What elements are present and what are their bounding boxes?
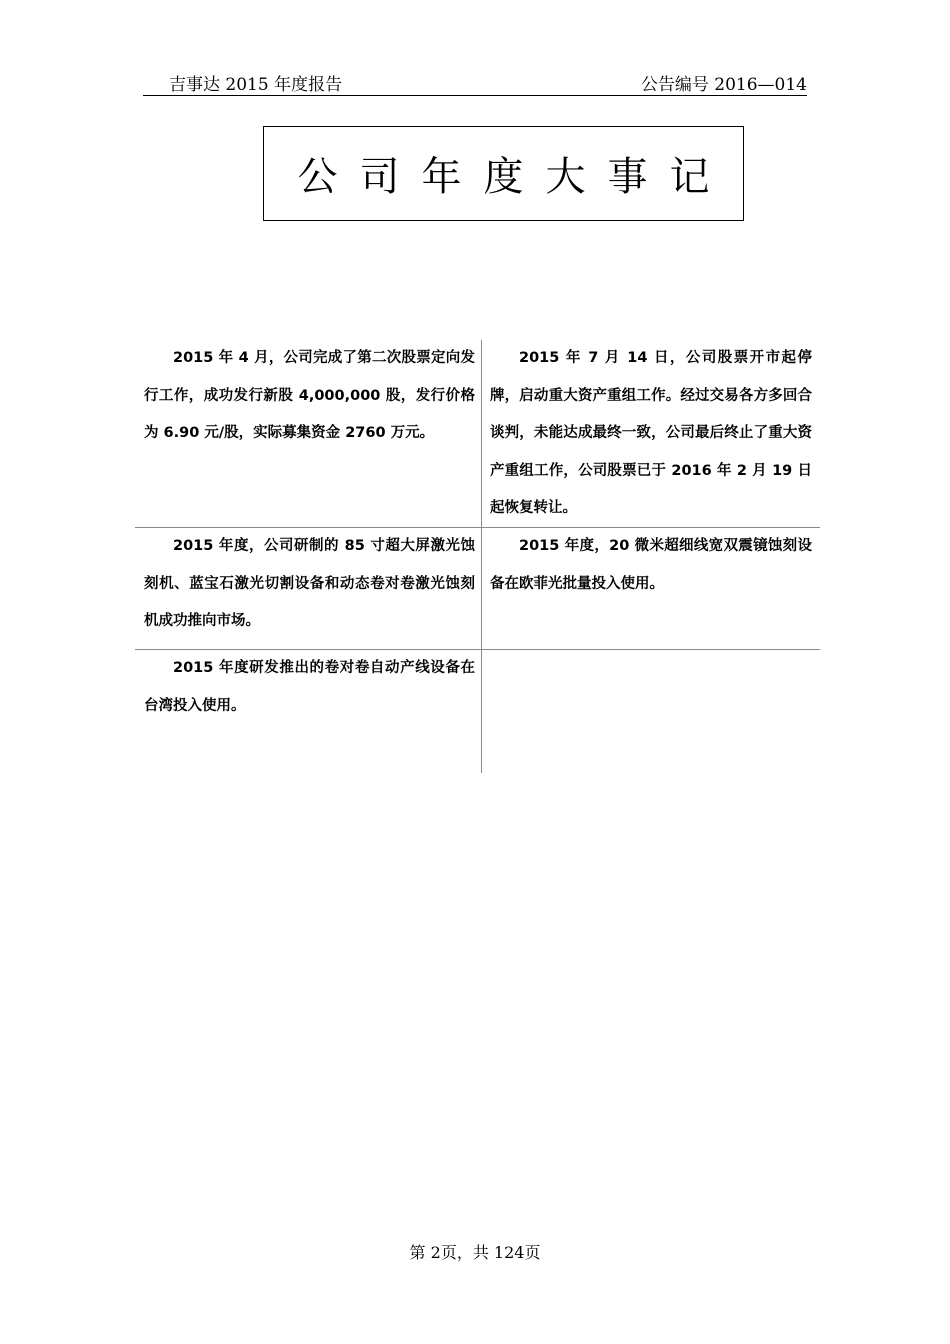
announcement-number: 公告编号 2016—014 (640, 75, 807, 95)
event-cell: 2015 年度，20 微米超细线宽双震镜蚀刻设备在欧菲光批量投入使用。 (490, 538, 812, 592)
column-divider (481, 340, 482, 773)
report-title: 吉事达 2015 年度报告 (169, 75, 343, 95)
event-cell: 2015 年 7 月 14 日，公司股票开市起停牌，启动重大资产重组工作。经过交易各方多回合谈判，未能达成最终一致，公司最后终止了重大资产重组工作，公司股票已于 2016 年 2 月 19 日起恢复转让。 (490, 350, 812, 516)
events-grid (135, 340, 820, 773)
page-number: 第 2页，共 124页 (409, 1243, 541, 1262)
title-box (263, 126, 744, 221)
event-cell: 2015 年度，公司研制的 85 寸超大屏激光蚀刻机、蓝宝石激光切割设备和动态卷对卷激光蚀刻机成功推向市场。 (144, 538, 475, 629)
event-cell: 2015 年度研发推出的卷对卷自动产线设备在台湾投入使用。 (144, 660, 475, 714)
page-title: 公司年度大事记 (297, 154, 732, 200)
page-header (143, 68, 807, 96)
event-cell: 2015 年 4 月，公司完成了第二次股票定向发行工作，成功发行新股 4,000,000 股，发行价格为 6.90 元/股，实际募集资金 2760 万元。 (144, 350, 475, 441)
